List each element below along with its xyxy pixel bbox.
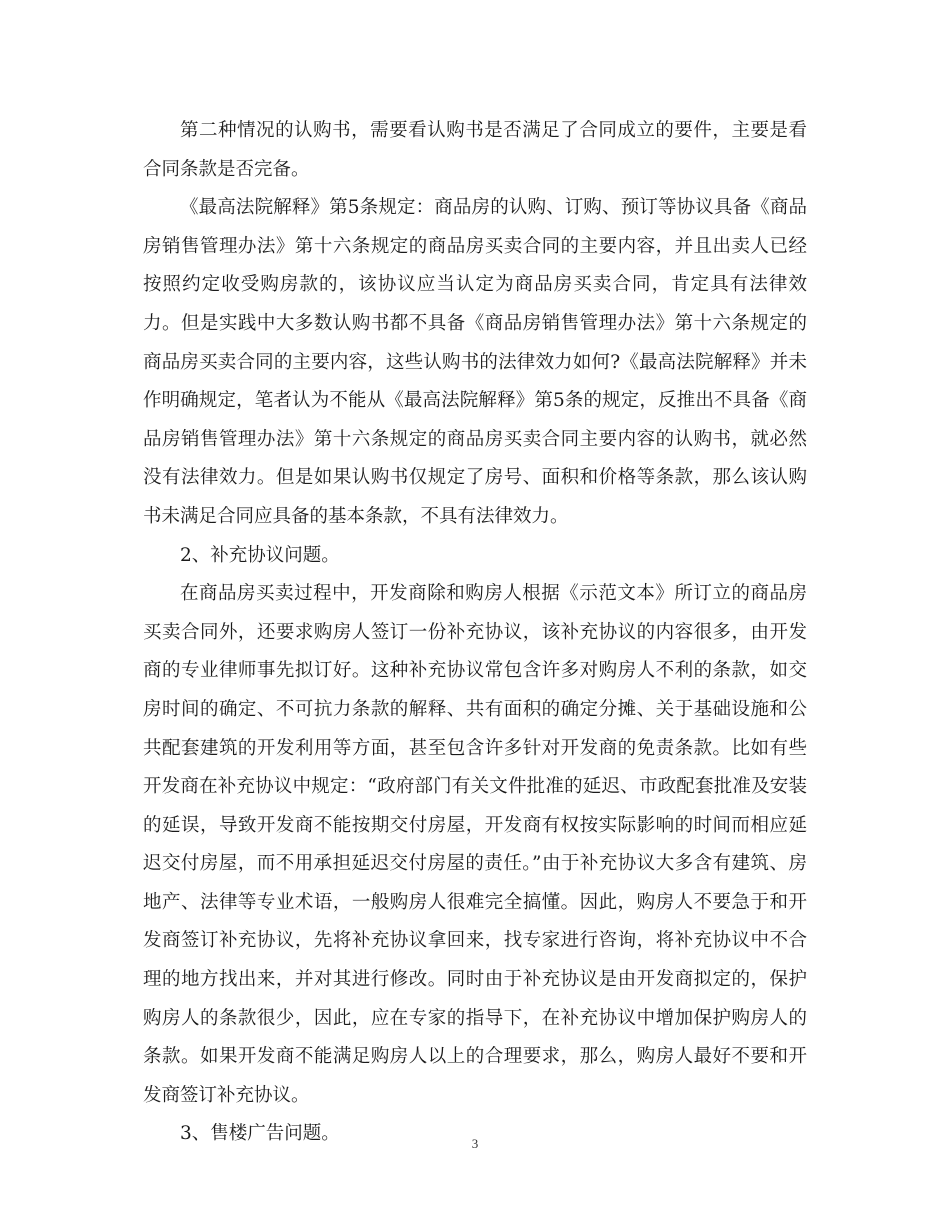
paragraph-subscription-second-case: 第二种情况的认购书，需要看认购书是否满足了合同成立的要件，主要是看合同条款是否完备。 <box>143 120 807 180</box>
page-number: 3 <box>471 1136 479 1151</box>
paragraph-supreme-court-interpretation: 《最高法院解释》第5条规定：商品房的认购、订购、预订等协议具备《商品房销售管理办法》第十六条规定的商品房买卖合同的主要内容，并且出卖人已经按照约定收受购房款的，该协议应当认定为商品房买卖合同，肯定具有法律效力。但是实践中大多数认购书都不具备《商品房销售管理办法》第十六条规定的商品房买卖合同的主要内容，这些认购书的法律效力如何?《最高法院解释》并未作明确规定，笔者认为不能从《最高法院解释》第5条的规定，反推出不具备《商品房销售管理办法》第十六条规定的商品房买卖合同主要内容的认购书，就必然没有法律效力。但是如果认购书仅规定了房号、面积和价格等条款，那么该认购书未满足合同应具备的基本条款，不具有法律效力。 <box>143 197 807 527</box>
document-body <box>143 112 807 1154</box>
heading-sales-advertising: 3、售楼广告问题。 <box>180 1123 340 1145</box>
heading-supplementary-agreement: 2、补充协议问题。 <box>180 544 340 566</box>
paragraph-supplementary-agreement: 在商品房买卖过程中，开发商除和购房人根据《示范文本》所订立的商品房买卖合同外，还要求购房人签订一份补充协议，该补充协议的内容很多，由开发商的专业律师事先拟订好。这种补充协议常包含许多对购房人不利的条款，如交房时间的确定、不可抗力条款的解释、共有面积的确定分摊、关于基础设施和公共配套建筑的开发利用等方面，甚至包含许多针对开发商的免责条款。比如有些开发商在补充协议中规定：“政府部门有关文件批准的延迟、市政配套批准及安装的延误，导致开发商不能按期交付房屋，开发商有权按实际影响的时间而相应延迟交付房屋，而不用承担延迟交付房屋的责任。”由于补充协议大多含有建筑、房地产、法律等专业术语，一般购房人很难完全搞懂。因此，购房人不要急于和开发商签订补充协议，先将补充协议拿回来，找专家进行咨询，将补充协议中不合理的地方找出来，并对其进行修改。同时由于补充协议是由开发商拟定的，保护购房人的条款很少，因此，应在专家的指导下，在补充协议中增加保护购房人的条款。如果开发商不能满足购房人以上的合理要求，那么，购房人最好不要和开发商签订补充协议。 <box>143 583 807 1106</box>
